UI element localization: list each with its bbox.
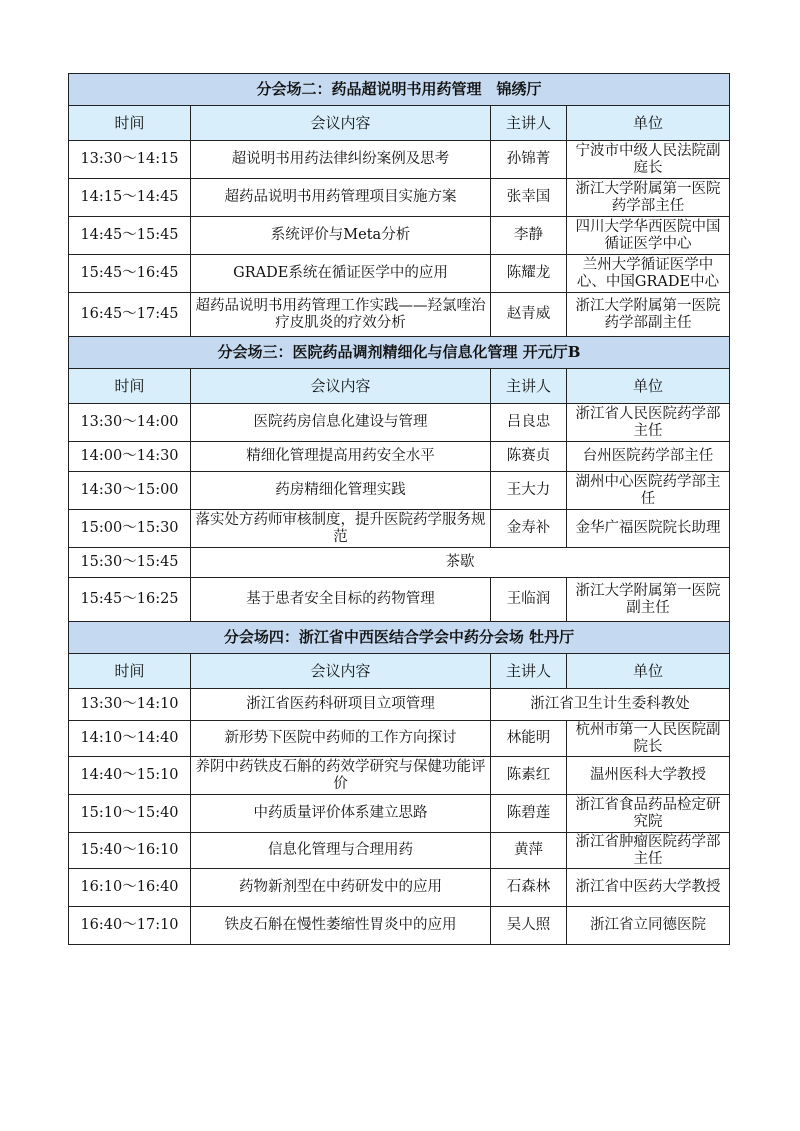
section-title-row [69,337,730,369]
topic-cell: 超说明书用药法律纠纷案例及思考 [191,141,491,179]
topic-cell: 养阴中药铁皮石斛的药效学研究与保健功能评价 [191,757,491,795]
table-row [69,293,730,337]
time-cell: 15:45～16:25 [69,578,191,622]
table-row [69,442,730,472]
time-cell: 14:45～15:45 [69,217,191,255]
topic-cell: 超药品说明书用药管理工作实践——羟氯喹治疗皮肌炎的疗效分析 [191,293,491,337]
unit-cell: 四川大学华西医院中国循证医学中心 [567,217,730,255]
unit-cell: 浙江省中医药大学教授 [567,869,730,907]
table-row [69,578,730,622]
unit-header: 单位 [567,106,730,141]
table-row [69,141,730,179]
time-cell: 16:10～16:40 [69,869,191,907]
speaker-cell: 林能明 [491,721,567,757]
topic-cell: 医院药房信息化建设与管理 [191,404,491,442]
table-row [69,255,730,293]
unit-cell: 湖州中心医院药学部主任 [567,472,730,510]
unit-cell: 浙江省立同德医院 [567,907,730,945]
speaker-cell: 黄萍 [491,833,567,869]
speaker-header: 主讲人 [491,654,567,689]
speaker-cell: 陈素红 [491,757,567,795]
speaker-cell: 吕良忠 [491,404,567,442]
table-row [69,404,730,442]
break-cell: 茶歇 [191,548,730,578]
time-cell: 15:30～15:45 [69,548,191,578]
time-cell: 14:40～15:10 [69,757,191,795]
time-cell: 15:45～16:45 [69,255,191,293]
topic-header: 会议内容 [191,369,491,404]
speaker-header: 主讲人 [491,369,567,404]
time-cell: 14:30～15:00 [69,472,191,510]
unit-header: 单位 [567,369,730,404]
speaker-cell: 陈耀龙 [491,255,567,293]
speaker-header: 主讲人 [491,106,567,141]
table-row [69,689,730,721]
time-cell: 14:10～14:40 [69,721,191,757]
table-row [69,869,730,907]
time-cell: 16:40～17:10 [69,907,191,945]
unit-cell: 浙江省人民医院药学部主任 [567,404,730,442]
topic-cell: GRADE系统在循证医学中的应用 [191,255,491,293]
time-header: 时间 [69,106,191,141]
speaker-cell: 陈赛贞 [491,442,567,472]
table-row [69,510,730,548]
topic-cell: 系统评价与Meta分析 [191,217,491,255]
speaker-cell: 石森林 [491,869,567,907]
time-cell: 13:30～14:00 [69,404,191,442]
column-header-row [69,369,730,404]
unit-cell: 兰州大学循证医学中心、中国GRADE中心 [567,255,730,293]
topic-cell: 超药品说明书用药管理项目实施方案 [191,179,491,217]
unit-cell: 台州医院药学部主任 [567,442,730,472]
unit-cell: 浙江大学附属第一医院药学部主任 [567,179,730,217]
section-title-row [69,74,730,106]
time-cell: 13:30～14:15 [69,141,191,179]
table-row [69,721,730,757]
table-row [69,833,730,869]
topic-header: 会议内容 [191,106,491,141]
column-header-row [69,106,730,141]
section-title: 分会场四：浙江省中西医结合学会中药分会场 牡丹厅 [69,622,730,654]
time-cell: 15:10～15:40 [69,795,191,833]
table-row [69,548,730,578]
topic-cell: 基于患者安全目标的药物管理 [191,578,491,622]
speaker-cell: 张幸国 [491,179,567,217]
table-row [69,179,730,217]
topic-header: 会议内容 [191,654,491,689]
unit-cell: 宁波市中级人民法院副庭长 [567,141,730,179]
topic-cell: 中药质量评价体系建立思路 [191,795,491,833]
speaker-cell: 王临润 [491,578,567,622]
speaker-cell: 王大力 [491,472,567,510]
section-title: 分会场二：药品超说明书用药管理 锦绣厅 [69,74,730,106]
time-cell: 16:45～17:45 [69,293,191,337]
schedule-table [68,73,730,945]
speaker-cell: 金寿补 [491,510,567,548]
time-cell: 14:15～14:45 [69,179,191,217]
unit-header: 单位 [567,654,730,689]
unit-cell: 浙江大学附属第一医院副主任 [567,578,730,622]
time-header: 时间 [69,654,191,689]
unit-cell: 浙江省肿瘤医院药学部主任 [567,833,730,869]
time-cell: 15:40～16:10 [69,833,191,869]
time-header: 时间 [69,369,191,404]
table-row [69,795,730,833]
topic-cell: 新形势下医院中药师的工作方向探讨 [191,721,491,757]
table-row [69,757,730,795]
speaker-cell: 李静 [491,217,567,255]
time-cell: 15:00～15:30 [69,510,191,548]
time-cell: 14:00～14:30 [69,442,191,472]
unit-cell: 浙江大学附属第一医院药学部副主任 [567,293,730,337]
topic-cell: 落实处方药师审核制度，提升医院药学服务规范 [191,510,491,548]
table-row [69,907,730,945]
speaker-cell: 陈碧莲 [491,795,567,833]
speaker-cell: 吴人照 [491,907,567,945]
section-title-row [69,622,730,654]
topic-cell: 信息化管理与合理用药 [191,833,491,869]
merged-unit-cell: 浙江省卫生计生委科教处 [491,689,730,721]
topic-cell: 浙江省医药科研项目立项管理 [191,689,491,721]
topic-cell: 药物新剂型在中药研发中的应用 [191,869,491,907]
speaker-cell: 孙锦菁 [491,141,567,179]
unit-cell: 温州医科大学教授 [567,757,730,795]
topic-cell: 药房精细化管理实践 [191,472,491,510]
column-header-row [69,654,730,689]
time-cell: 13:30～14:10 [69,689,191,721]
unit-cell: 杭州市第一人民医院副院长 [567,721,730,757]
table-row [69,472,730,510]
topic-cell: 精细化管理提高用药安全水平 [191,442,491,472]
section-title: 分会场三：医院药品调剂精细化与信息化管理 开元厅B [69,337,730,369]
table-row [69,217,730,255]
unit-cell: 金华广福医院院长助理 [567,510,730,548]
unit-cell: 浙江省食品药品检定研究院 [567,795,730,833]
speaker-cell: 赵青威 [491,293,567,337]
topic-cell: 铁皮石斛在慢性萎缩性胃炎中的应用 [191,907,491,945]
